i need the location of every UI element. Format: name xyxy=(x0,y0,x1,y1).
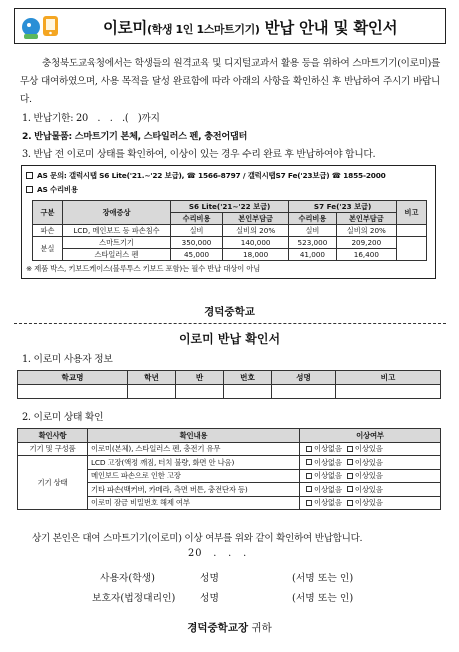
option-none: 이상없음 xyxy=(314,444,342,454)
cell-content: 메인보드 파손으로 인한 고장 xyxy=(88,469,300,483)
intro-paragraph: 충청북도교육청에서는 학생들의 원격교육 및 디지털교과서 활용 등을 위하여 스마트기기(이로미)를 무상 대여하였으며, 사용 목적을 달성 완료함에 따라 아래의 사항을 확인하신 후 반납하여 주시기 바랍니다. xyxy=(20,58,440,105)
checkbox[interactable] xyxy=(306,486,312,492)
state-check-table xyxy=(17,428,441,510)
option-some: 이상있음 xyxy=(354,484,383,494)
guardian-name-label: 성명 xyxy=(200,593,219,604)
col-abnormal: 이상여부 xyxy=(300,429,441,443)
confirm-title: 이로미 반납 확인서 xyxy=(178,332,281,346)
option-none: 이상없음 xyxy=(314,471,342,481)
col-class: 반 xyxy=(176,371,224,385)
mascot-logo-icon xyxy=(21,12,61,42)
cell-category: 기기 및 구성품 xyxy=(18,442,88,456)
cell-options xyxy=(300,483,441,497)
footnote: ※ 제품 박스, 키보드케이스(블루투스 키보드 포함)는 필수 반납 대상이 아님 xyxy=(26,264,261,273)
col-school: 학교명 xyxy=(18,371,128,385)
as-contact-line: AS 문의: 갤럭시탭 S6 Lite('21.~'22 보급), ☎ 1566-8797 / 갤럭시탭S7 Fe('23보급) ☎ 1855-2000 xyxy=(26,169,431,183)
cell-type: 파손 xyxy=(33,225,63,237)
col-s6-repair: 수리비용 xyxy=(171,213,223,225)
cell-value: 18,000 xyxy=(223,249,289,261)
guardian-sign-field[interactable]: (서명 또는 인) xyxy=(292,593,354,604)
col-name: 성명 xyxy=(272,371,336,385)
col-s7: S7 Fe('23 보급) xyxy=(289,201,397,213)
table-row xyxy=(18,456,441,470)
col-s7-repair: 수리비용 xyxy=(289,213,337,225)
option-none: 이상없음 xyxy=(314,498,342,508)
user-role: 사용자(학생) xyxy=(100,573,155,584)
col-type: 구분 xyxy=(33,201,63,225)
return-deadline: 1. 반납기한: 20 . . .( )까지 xyxy=(22,113,160,124)
table-row xyxy=(18,442,441,456)
closing-line xyxy=(0,620,459,635)
school-field[interactable] xyxy=(18,385,128,399)
cell-value: 실비 xyxy=(289,225,337,237)
repair-cost-table xyxy=(32,200,427,261)
name-field[interactable] xyxy=(272,385,336,399)
cell-value: 41,000 xyxy=(289,249,337,261)
cell-content: LCD 고장(액정 깨짐, 터치 불량, 화면 안 나옴) xyxy=(88,456,300,470)
checkbox[interactable] xyxy=(306,473,312,479)
as-cost-heading: AS 수리비용 xyxy=(26,183,431,197)
user-input-row xyxy=(18,385,441,399)
cell-value: 209,200 xyxy=(336,237,396,249)
col-s7-self: 본인부담금 xyxy=(336,213,396,225)
cell-type: 분실 xyxy=(33,237,63,261)
cell-value: 16,400 xyxy=(336,249,396,261)
cell-category: 기기 상태 xyxy=(18,456,88,510)
checkbox[interactable] xyxy=(306,446,312,452)
closing-suffix: 귀하 xyxy=(248,622,272,634)
state-check-heading: 2. 이로미 상태 확인 xyxy=(22,412,104,423)
cell-value: 350,000 xyxy=(171,237,223,249)
option-some: 이상있음 xyxy=(354,471,383,481)
cell-note xyxy=(397,225,427,237)
title-bar xyxy=(14,8,446,44)
cell-note xyxy=(397,237,427,261)
document-title: 이로미(학생 1인 1스마트기기) 반납 안내 및 확인서 xyxy=(103,19,398,37)
table-row xyxy=(33,225,427,237)
cell-options xyxy=(300,442,441,456)
col-check-item: 확인사항 xyxy=(18,429,88,443)
cut-line xyxy=(14,323,446,324)
user-sign-field[interactable]: (서명 또는 인) xyxy=(292,573,354,584)
cell-symptom: LCD, 메인보드 등 파손침수 xyxy=(63,225,171,237)
cell-options xyxy=(300,469,441,483)
checkbox[interactable] xyxy=(347,446,353,452)
user-name-label: 성명 xyxy=(200,573,219,584)
cell-options xyxy=(300,456,441,470)
checkbox[interactable] xyxy=(26,172,33,179)
cell-value: 실비의 20% xyxy=(336,225,396,237)
cell-content: 이로미(본체), 스타일러스 펜, 충전기 유무 xyxy=(88,442,300,456)
user-info-table xyxy=(17,370,441,399)
cell-content: 기타 파손(백커버, 카메라, 측면 버튼, 충전단자 등) xyxy=(88,483,300,497)
remarks-field[interactable] xyxy=(336,385,441,399)
user-info-heading: 1. 이로미 사용자 정보 xyxy=(22,354,113,365)
col-check-content: 확인내용 xyxy=(88,429,300,443)
date-line: 20 . . . xyxy=(188,548,248,559)
as-info-box xyxy=(21,165,436,279)
col-s6: S6 Lite('21~'22 보급) xyxy=(171,201,289,213)
cell-value: 140,000 xyxy=(223,237,289,249)
grade-field[interactable] xyxy=(128,385,176,399)
col-note: 비고 xyxy=(397,201,427,225)
checkbox[interactable] xyxy=(347,500,353,506)
col-number: 번호 xyxy=(224,371,272,385)
cell-value: 실비의 20% xyxy=(223,225,289,237)
cell-content: 이로미 잠금 비밀번호 해제 여부 xyxy=(88,496,300,510)
class-field[interactable] xyxy=(176,385,224,399)
checkbox[interactable] xyxy=(347,459,353,465)
checkbox[interactable] xyxy=(306,459,312,465)
cell-value: 실비 xyxy=(171,225,223,237)
checkbox[interactable] xyxy=(347,473,353,479)
col-symptom: 장애증상 xyxy=(63,201,171,225)
option-none: 이상없음 xyxy=(314,457,342,467)
school-name: 경덕중학교 xyxy=(204,306,255,318)
option-some: 이상있음 xyxy=(354,498,383,508)
cell-symptom: 스타일러스 펜 xyxy=(63,249,171,261)
col-grade: 학년 xyxy=(128,371,176,385)
number-field[interactable] xyxy=(224,385,272,399)
confirm-statement: 상기 본인은 대여 스마트기기(이로미) 이상 여부를 위와 같이 확인하여 반납합니다. xyxy=(32,533,363,544)
status-check-instruction: 3. 반납 전 이로미 상태를 확인하여, 이상이 있는 경우 수리 완료 후 반납하여야 합니다. xyxy=(22,149,376,160)
col-remarks: 비고 xyxy=(336,371,441,385)
table-row xyxy=(33,249,427,261)
principal-title: 경덕중학교장 xyxy=(187,622,249,634)
checkbox[interactable] xyxy=(26,186,33,193)
return-items: 2. 반납물품: 스마트기기 본체, 스타일러스 펜, 충전어댑터 xyxy=(22,131,248,142)
option-some: 이상있음 xyxy=(354,457,383,467)
checkbox[interactable] xyxy=(306,500,312,506)
table-row xyxy=(33,237,427,249)
checkbox[interactable] xyxy=(347,486,353,492)
option-none: 이상없음 xyxy=(314,484,342,494)
cell-symptom: 스마트기기 xyxy=(63,237,171,249)
cell-value: 523,000 xyxy=(289,237,337,249)
guardian-role: 보호자(법정대리인) xyxy=(92,593,176,604)
col-s6-self: 본인부담금 xyxy=(223,213,289,225)
option-some: 이상있음 xyxy=(354,444,383,454)
cell-value: 45,000 xyxy=(171,249,223,261)
cell-options xyxy=(300,496,441,510)
